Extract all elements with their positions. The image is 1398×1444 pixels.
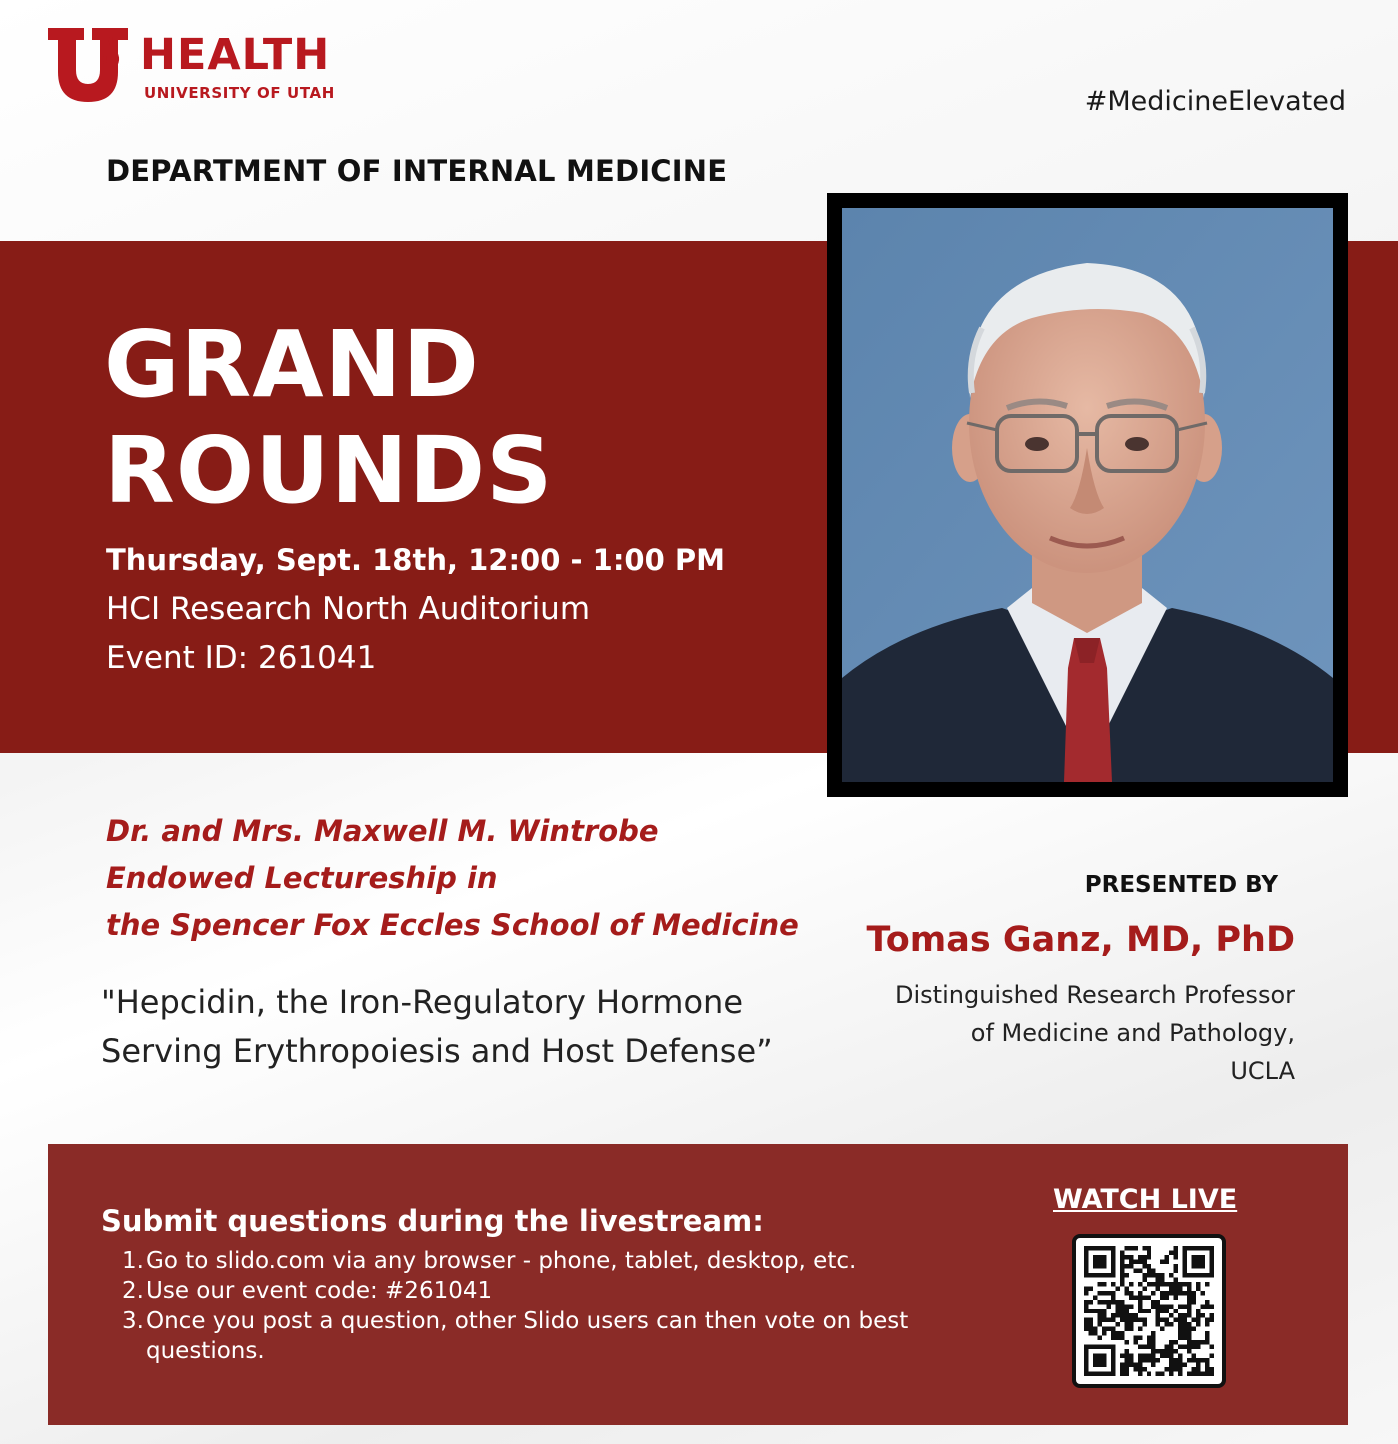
event-title [104, 312, 553, 524]
event-title-line-2: ROUNDS [104, 417, 554, 524]
list-item [122, 1276, 1022, 1306]
presenter-title [895, 976, 1295, 1090]
livestream-heading: Submit questions during the livestream: [101, 1204, 764, 1238]
talk-title [101, 978, 773, 1076]
event-datetime: Thursday, Sept. 18th, 12:00 - 1:00 PM [106, 543, 725, 577]
qr-code-icon [1084, 1246, 1214, 1376]
livestream-footer [48, 1144, 1348, 1425]
presenter-title-line-3: UCLA [1230, 1057, 1295, 1085]
presenter-title-line-2: of Medicine and Pathology, [970, 1019, 1295, 1047]
presenter-name: Tomas Ganz, MD, PhD [866, 920, 1295, 960]
talk-title-line-1: "Hepcidin, the Iron-Regulatory Hormone [101, 983, 743, 1021]
lectureship-line-2: Endowed Lectureship in [106, 861, 498, 895]
list-item [122, 1246, 1022, 1276]
step-number: 1. [122, 1248, 144, 1274]
lectureship-line-3: the Spencer Fox Eccles School of Medicine [106, 908, 799, 942]
list-item [122, 1306, 1022, 1366]
event-id: Event ID: 261041 [106, 640, 377, 676]
step-text: Use our event code: #261041 [146, 1278, 493, 1304]
watch-live-link[interactable]: WATCH LIVE [1053, 1184, 1238, 1215]
university-of-utah-health-logo [46, 26, 346, 106]
presenter-title-line-1: Distinguished Research Professor [895, 981, 1295, 1009]
event-title-line-1: GRAND [104, 311, 480, 418]
logo-health-text: HEALTH [140, 30, 331, 80]
presented-by-label: PRESENTED BY [1084, 872, 1278, 898]
presenter-photo-frame [827, 193, 1348, 797]
lectureship-name [106, 808, 799, 949]
event-location: HCI Research North Auditorium [106, 591, 591, 627]
logo-university-text: UNIVERSITY OF UTAH [144, 84, 335, 102]
livestream-steps [122, 1246, 1022, 1366]
step-number: 3. [122, 1308, 144, 1334]
qr-code[interactable] [1072, 1234, 1226, 1388]
step-number: 2. [122, 1278, 144, 1304]
step-text: Go to slido.com via any browser - phone, tablet, desktop, etc. [146, 1248, 857, 1274]
u-health-logo-icon [46, 26, 130, 104]
hashtag: #MedicineElevated [1084, 86, 1346, 117]
presenter-photo [842, 208, 1333, 782]
department-name: DEPARTMENT OF INTERNAL MEDICINE [106, 154, 728, 188]
lectureship-line-1: Dr. and Mrs. Maxwell M. Wintrobe [106, 814, 659, 848]
step-text: Once you post a question, other Slido users can then vote on best questions. [146, 1308, 909, 1364]
talk-title-line-2: Serving Erythropoiesis and Host Defense” [101, 1032, 773, 1070]
